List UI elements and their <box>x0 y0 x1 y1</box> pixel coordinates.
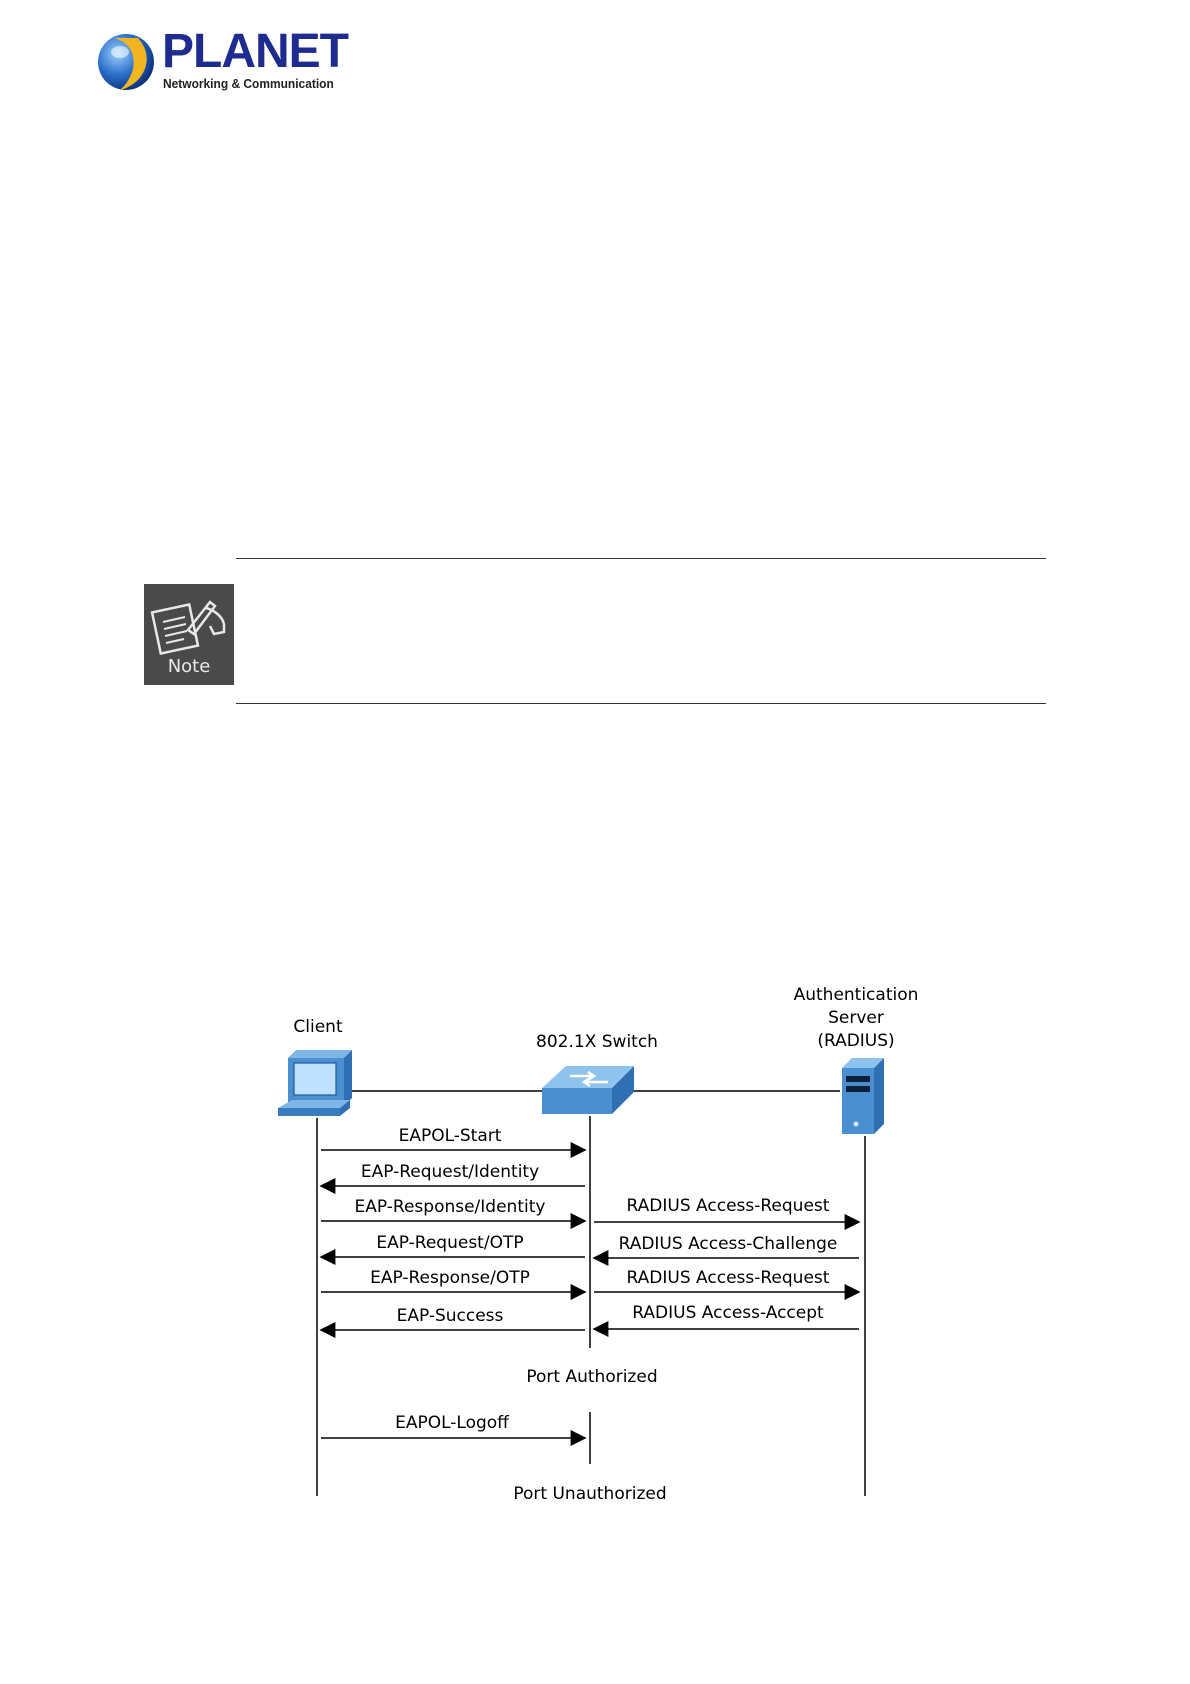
state-port-unauthorized: Port Unauthorized <box>513 1484 667 1504</box>
msg-label-eap-request-otp: EAP-Request/OTP <box>376 1233 524 1253</box>
msg-label-radius-access-request-2: RADIUS Access-Request <box>626 1268 830 1288</box>
client-label: Client <box>293 1017 343 1037</box>
server-tower-icon <box>842 1058 884 1134</box>
server-label-line2: Server <box>828 1008 884 1028</box>
msg-label-eapol-start: EAPOL-Start <box>398 1126 502 1146</box>
switch-icon <box>542 1066 634 1114</box>
server-label-line1: Authentication <box>793 985 919 1005</box>
msg-label-radius-access-accept: RADIUS Access-Accept <box>632 1303 824 1323</box>
msg-label-radius-access-request-1: RADIUS Access-Request <box>626 1196 830 1216</box>
server-label-line3: (RADIUS) <box>817 1031 895 1051</box>
brand-tagline: Networking & Communication <box>163 76 334 91</box>
msg-label-eap-response-identity: EAP-Response/Identity <box>354 1197 546 1217</box>
note-label: Note <box>167 656 211 677</box>
msg-label-radius-access-challenge: RADIUS Access-Challenge <box>618 1234 838 1254</box>
state-port-authorized: Port Authorized <box>526 1367 658 1387</box>
brand-wordmark: PLANET <box>162 25 348 78</box>
msg-label-eap-request-identity: EAP-Request/Identity <box>360 1162 540 1182</box>
msg-label-eap-success: EAP-Success <box>396 1306 504 1326</box>
msg-label-eapol-logoff: EAPOL-Logoff <box>395 1413 509 1433</box>
client-computer-icon <box>278 1050 352 1116</box>
switch-label: 802.1X Switch <box>536 1032 658 1052</box>
msg-label-eap-response-otp: EAP-Response/OTP <box>370 1268 530 1288</box>
